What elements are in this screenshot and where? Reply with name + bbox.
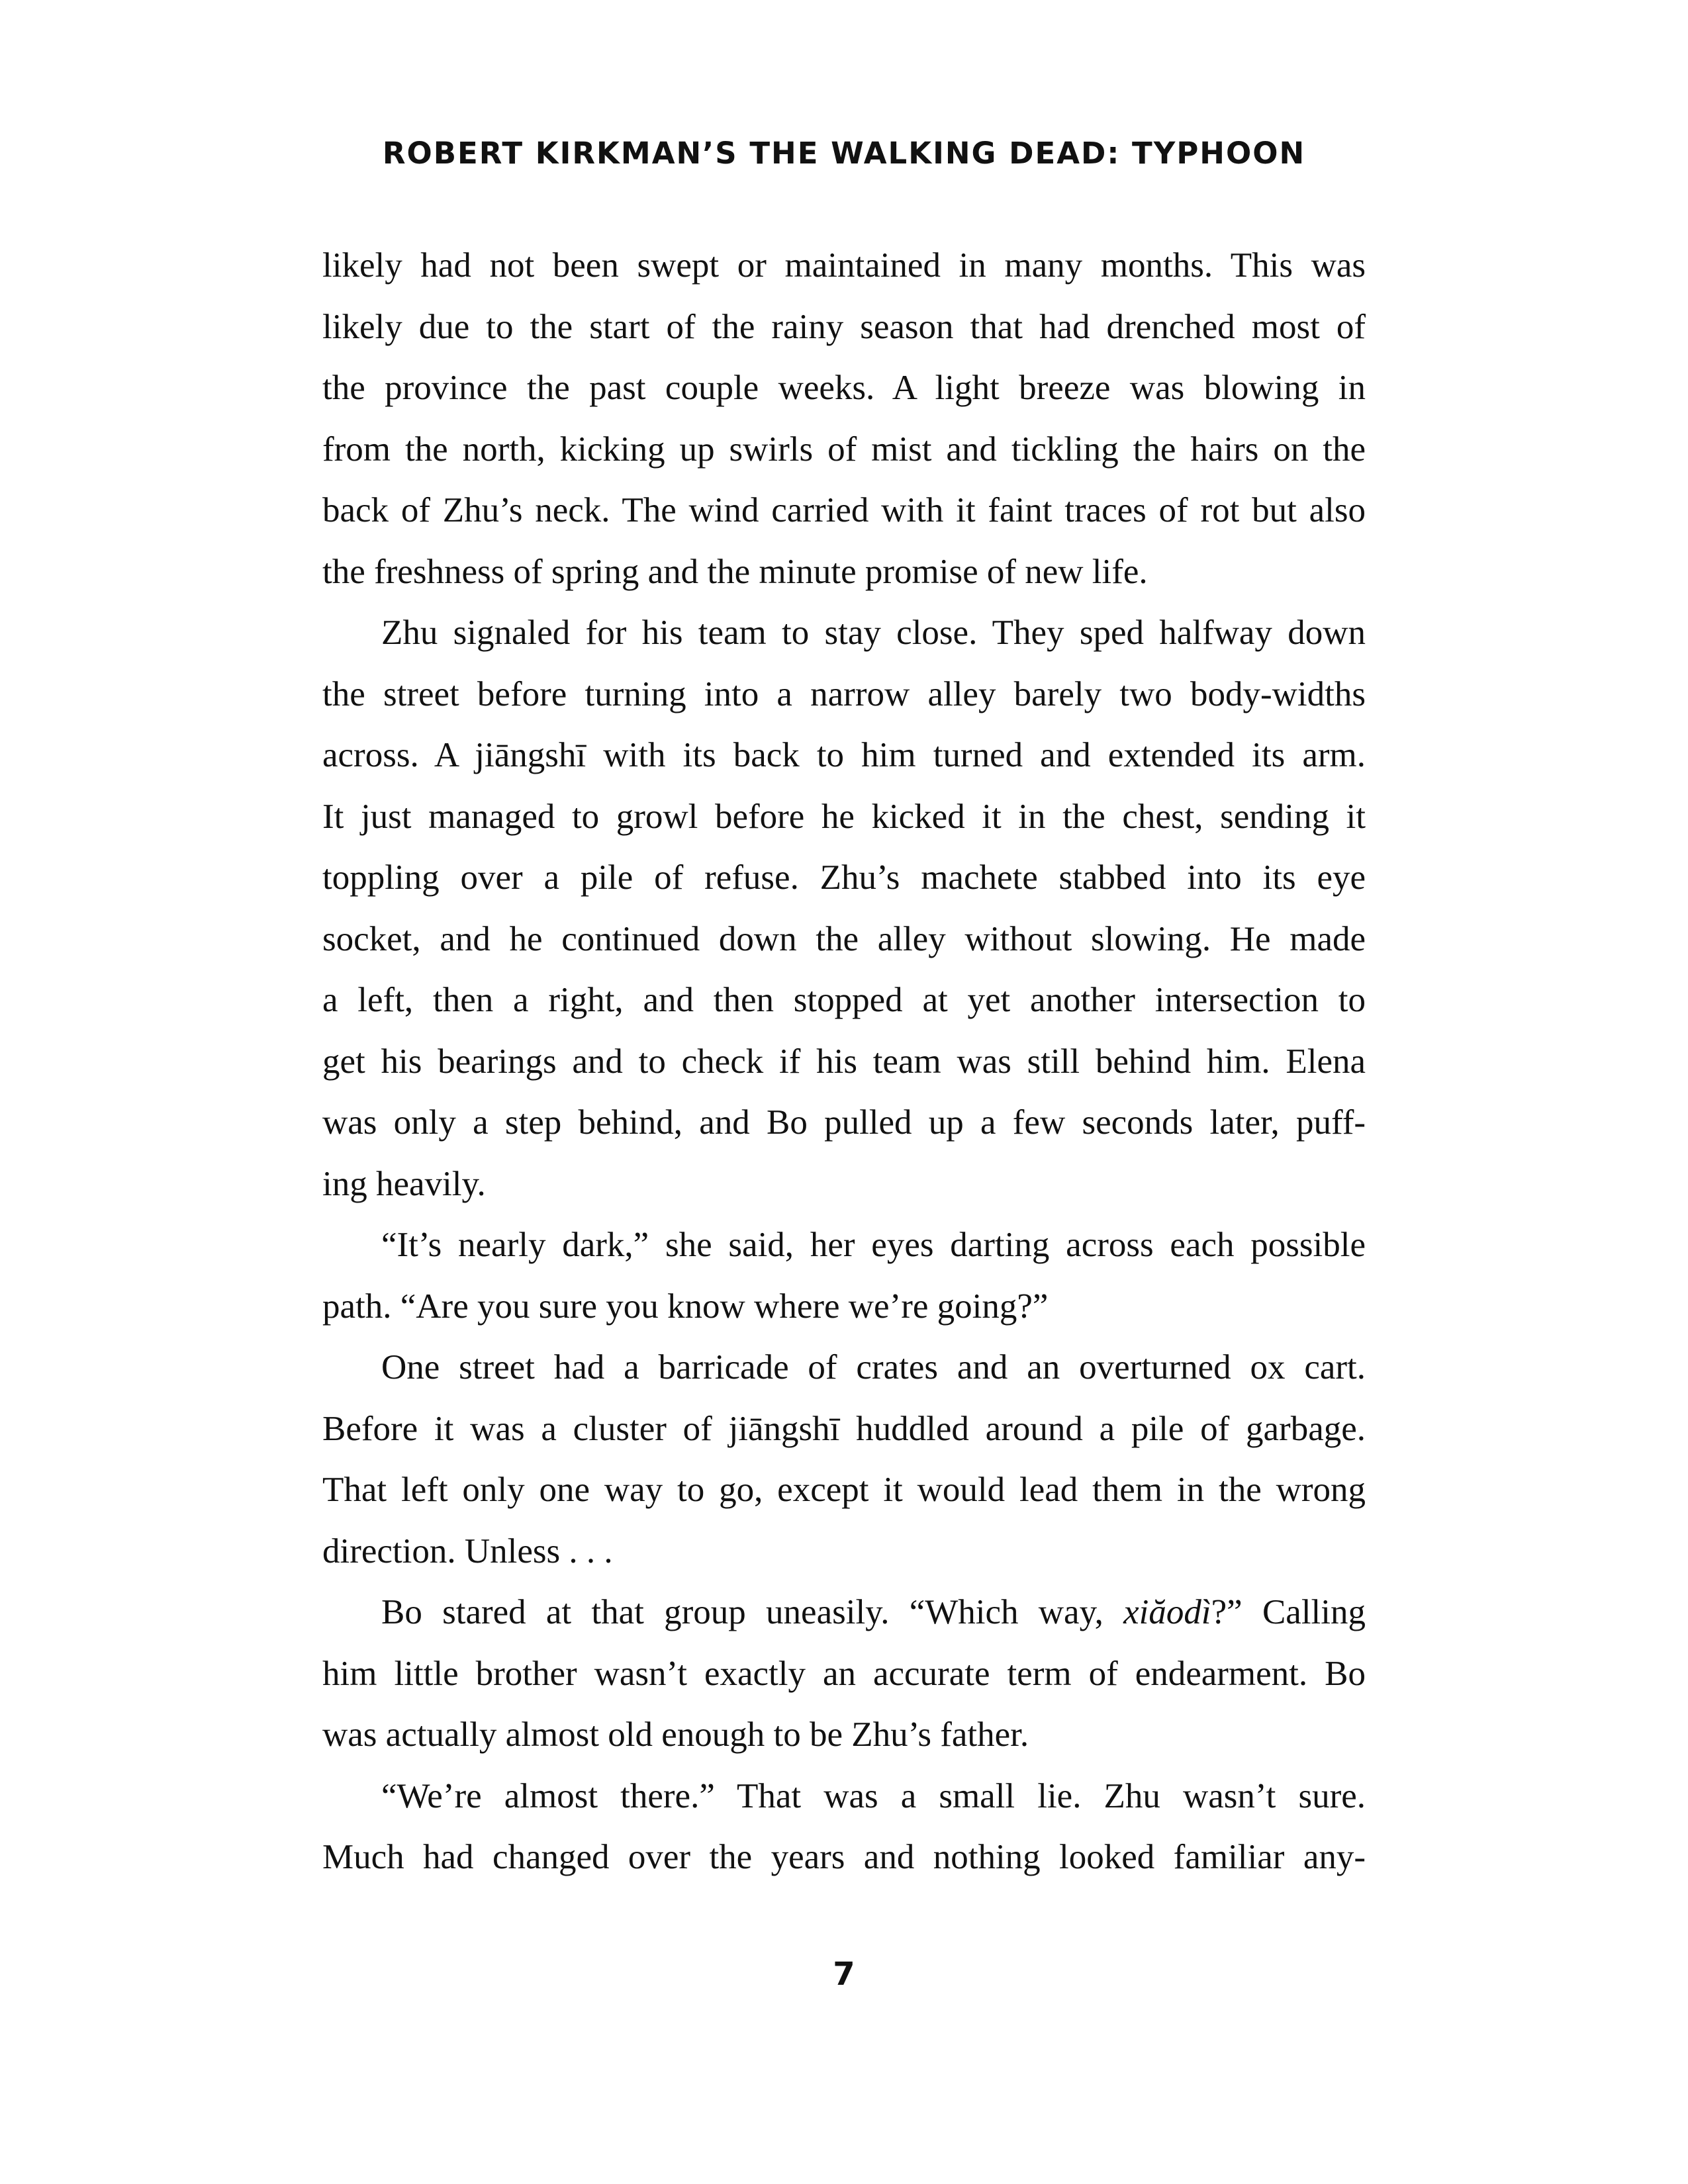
text-line: the street before turning into a narrow alley barely two body-widths	[322, 674, 1366, 713]
text-line: One street had a barricade of crates and an overturned ox cart.	[381, 1348, 1366, 1387]
text-line: back of Zhu’s neck. The wind carried with it faint traces of rot but also	[322, 491, 1366, 529]
text-line: was only a step behind, and Bo pulled up a few seconds later, puff-	[322, 1103, 1366, 1142]
text-line: the province the past couple weeks. A light breeze was blowing in	[322, 369, 1366, 407]
text-line: Zhu signaled for his team to stay close. They sped halfway down	[381, 614, 1366, 652]
body-text	[322, 235, 1366, 1888]
text-line: direction. Unless . . .	[322, 1531, 613, 1570]
running-head: ROBERT KIRKMAN’S THE WALKING DEAD: TYPHOON	[382, 136, 1306, 171]
text-line: him little brother wasn’t exactly an accurate term of endearment. Bo	[322, 1654, 1366, 1693]
text-line: Much had changed over the years and nothing looked familiar any-	[322, 1838, 1366, 1876]
text-line: get his bearings and to check if his team was still behind him. Elena	[322, 1042, 1366, 1081]
text-line: “We’re almost there.” That was a small lie. Zhu wasn’t sure.	[381, 1776, 1366, 1815]
italic-term: xiăodì	[1123, 1593, 1211, 1631]
text-line: from the north, kicking up swirls of mist and tickling the hairs on the	[322, 430, 1366, 469]
text-line: Bo stared at that group uneasily. “Which way, xiăodì?” Calling	[381, 1593, 1366, 1631]
text-line: a left, then a right, and then stopped at yet another intersection to	[322, 981, 1366, 1019]
text-line: likely due to the start of the rainy season that had drenched most of	[322, 307, 1366, 346]
text-line: socket, and he continued down the alley without slowing. He made	[322, 919, 1366, 958]
text-line: That left only one way to go, except it would lead them in the wrong	[322, 1471, 1366, 1509]
text-line: ing heavily.	[322, 1164, 486, 1203]
text-line: was actually almost old enough to be Zhu’s father.	[322, 1715, 1029, 1754]
text-line: the freshness of spring and the minute promise of new life.	[322, 552, 1148, 591]
text-line: toppling over a pile of refuse. Zhu’s machete stabbed into its eye	[322, 858, 1366, 897]
text-line: “It’s nearly dark,” she said, her eyes darting across each possible	[381, 1226, 1366, 1264]
text-line: path. “Are you sure you know where we’re going?”	[322, 1287, 1049, 1326]
page-number: 7	[833, 1956, 855, 1993]
text-line: likely had not been swept or maintained in many months. This was	[322, 246, 1366, 285]
text-line: It just managed to growl before he kicked it in the chest, sending it	[322, 797, 1366, 836]
text-line: across. A jiāngshī with its back to him turned and extended its arm.	[322, 736, 1366, 774]
text-line: Before it was a cluster of jiāngshī huddled around a pile of garbage.	[322, 1409, 1366, 1448]
